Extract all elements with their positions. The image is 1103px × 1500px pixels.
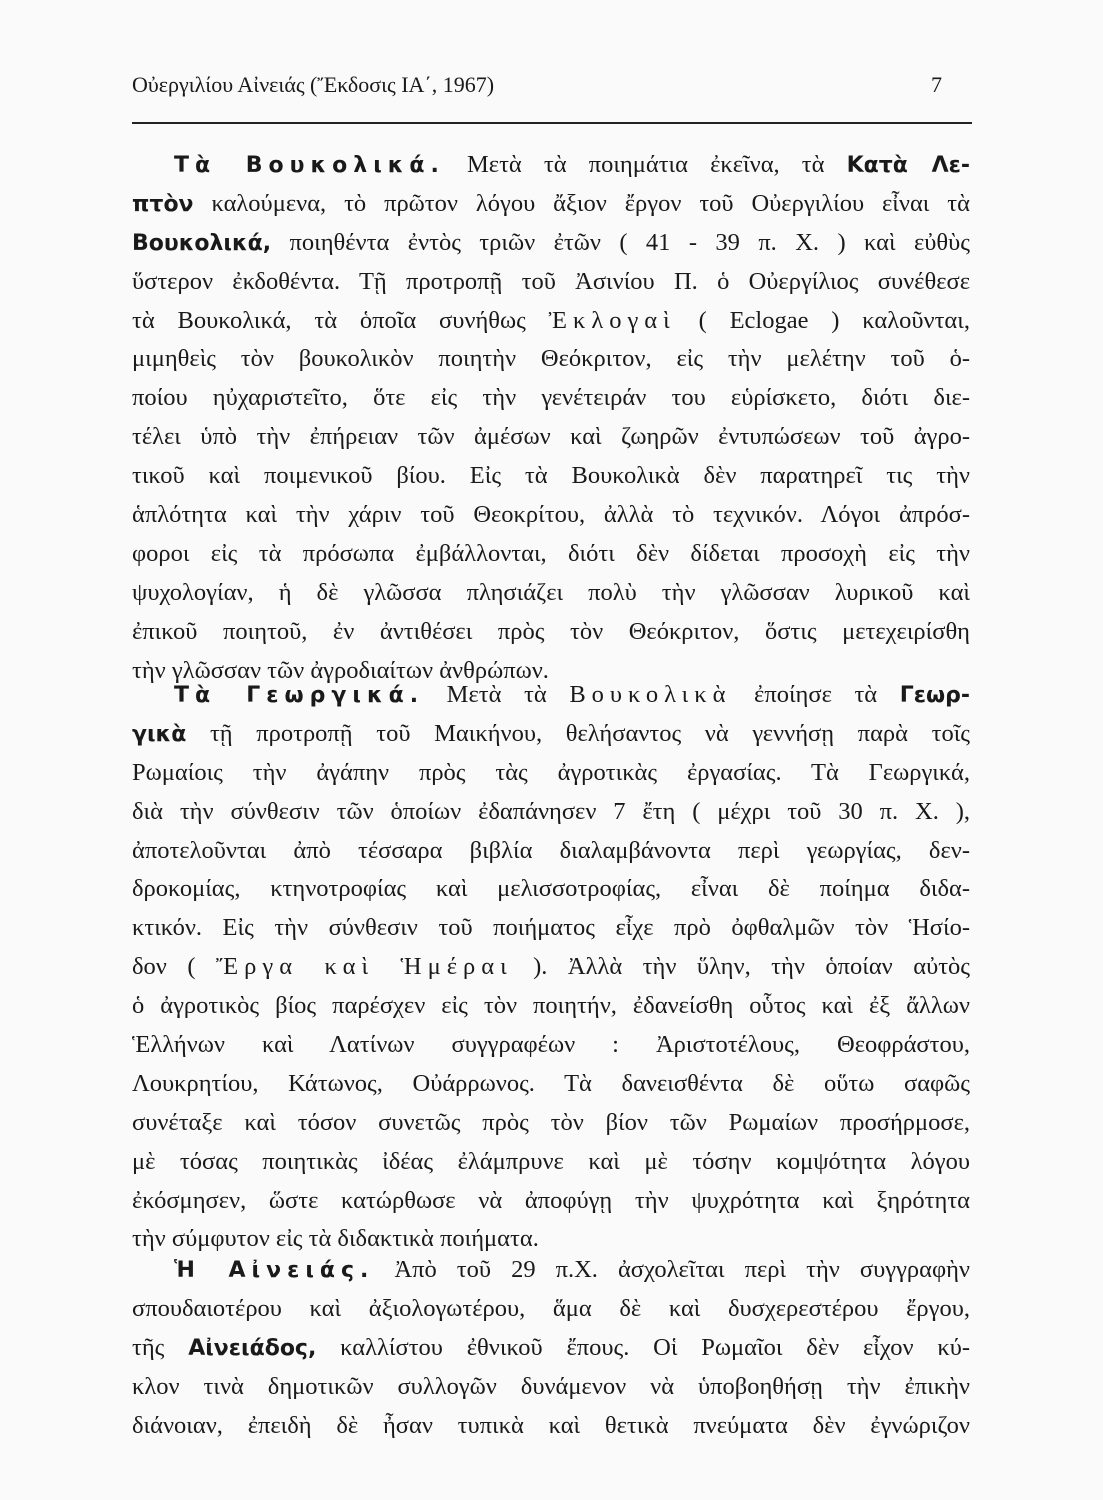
text-span: τὴν γλῶσσαν τῶν ἀγροδιαίτων ἀνθρώπων. (132, 656, 549, 684)
text-span: ). Ἀλλὰ τὴν ὕλην, τὴν ὁποίαν αὐτὸς (512, 953, 970, 981)
section-heading: Τὰ Γεωργικά. (174, 683, 425, 708)
text-span: μιμηθεὶς τὸν βουκολικὸν ποιητὴν Θεόκριτον, εἰς τὴν μελέτην τοῦ ὁ- (132, 345, 970, 373)
emphasized-text: γικὰ (132, 721, 187, 747)
text-line (132, 340, 970, 379)
text-span: Ἀπὸ τοῦ 29 π.Χ. ἀσχολεῖται περὶ τὴν συγγραφὴν (374, 1256, 970, 1283)
text-line (132, 1407, 970, 1446)
emphasized-text: Κατὰ Λε- (846, 153, 970, 178)
text-line (132, 1104, 970, 1143)
text-line (132, 263, 970, 302)
text-line (132, 379, 970, 418)
text-span: Μετὰ τὰ (424, 681, 570, 708)
text-span: ποιηθέντα ἐντὸς τριῶν ἐτῶν ( 41 - 39 π. Χ. ) καὶ εὐθὺς (271, 228, 970, 256)
text-line (132, 1251, 970, 1290)
text-line (132, 535, 970, 574)
emphasized-text: Γεωρ- (899, 683, 970, 708)
text-span: τὴν σύμφυτον εἰς τὰ διδακτικὰ ποιήματα. (132, 1225, 539, 1253)
text-line (132, 146, 970, 185)
text-line (132, 987, 970, 1026)
text-line (132, 1026, 970, 1065)
text-span: ὕστερον ἐκδοθέντα. Τῇ προτροπῇ τοῦ Ἀσινίου Π. ὁ Οὐεργίλιος συνέθεσε (132, 267, 970, 295)
text-span: τὰ Βουκολικά, τὰ ὁποῖα συνήθως (132, 306, 549, 334)
text-span: σπουδαιοτέρου καὶ ἀξιολογωτέρου, ἅμα δὲ καὶ δυσχερεστέρου ἔργου, (132, 1294, 970, 1322)
text-line (132, 1329, 970, 1368)
header-rule (132, 122, 972, 124)
emphasized-text: Ἐκλογαὶ (548, 306, 676, 334)
paragraph-boukolika (132, 146, 970, 690)
text-line (132, 302, 970, 341)
text-span: ψυχολογίαν, ἡ δὲ γλῶσσα πλησιάζει πολὺ τὴν γλῶσσαν λυρικοῦ καὶ (132, 578, 970, 606)
text-line (132, 613, 970, 652)
text-span: ἐκόσμησεν, ὥστε κατώρθωσε νὰ ἀποφύγῃ τὴν ψυχρότητα καὶ ξηρότητα (132, 1186, 970, 1214)
text-span: τῇ προτροπῇ τοῦ Μαικήνου, θελήσαντος νὰ γεννήσῃ παρὰ τοῖς (186, 719, 970, 747)
text-span: Μετὰ τὰ ποιημάτια ἐκεῖνα, τὰ (444, 151, 847, 178)
text-span: καλλίστου ἐθνικοῦ ἔπους. Οἱ Ρωμαῖοι δὲν εἶχον κύ- (316, 1333, 970, 1361)
text-line (132, 754, 970, 793)
text-span: τικοῦ καὶ ποιμενικοῦ βίου. Εἰς τὰ Βουκολικὰ δὲν παρατηρεῖ τις τὴν (132, 462, 970, 490)
section-heading: Τὰ Βουκολικά. (174, 153, 445, 178)
text-line (132, 1182, 970, 1221)
paragraph-aeneid (132, 1251, 970, 1445)
text-span: ὁ ἀγροτικὸς βίος παρέσχεν εἰς τὸν ποιητήν, ἐδανείσθη οὗτος καὶ ἐξ ἄλλων (132, 992, 970, 1020)
text-line (132, 1065, 970, 1104)
text-span: δροκομίας, κτηνοτροφίας καὶ μελισσοτροφίας, εἶναι δὲ ποίημα διδα- (132, 875, 970, 903)
text-span: δον ( (132, 953, 216, 981)
page-number: 7 (931, 72, 942, 97)
text-span: ἐποίησε τὰ (731, 681, 900, 708)
emphasized-text: Αἰνειάδος, (188, 1335, 317, 1361)
text-span: συνέταξε καὶ τόσον συνετῶς πρὸς τὸν βίον τῶν Ρωμαίων προσήρμοσε, (132, 1108, 970, 1136)
emphasized-text: Βουκολικὰ (569, 681, 732, 708)
text-span: ἁπλότητα καὶ τὴν χάριν τοῦ Θεοκρίτου, ἀλλὰ τὸ τεχνικόν. Λόγοι ἀπρόσ- (132, 501, 970, 529)
text-span: καλούμενα, τὸ πρῶτον λόγου ἄξιον ἔργον τοῦ Οὐεργιλίου εἶναι τὰ (193, 189, 970, 217)
text-span: φοροι εἰς τὰ πρόσωπα ἐμβάλλονται, διότι δὲν δίδεται προσοχὴ εἰς τὴν (132, 539, 970, 567)
text-line (132, 574, 970, 613)
emphasized-text: Βουκολικά, (132, 230, 272, 256)
running-header (132, 72, 972, 106)
text-line (132, 909, 970, 948)
text-span: διάνοιαν, ἐπειδὴ δὲ ἦσαν τυπικὰ καὶ θετικὰ πνεύματα δὲν ἐγνώριζον (132, 1411, 970, 1439)
text-span: τέλει ὑπὸ τὴν ἐπήρειαν τῶν ἀμέσων καὶ ζωηρῶν ἐντυπώσεων τοῦ ἀγρο- (132, 423, 970, 451)
text-span: κτικόν. Εἰς τὴν σύνθεσιν τοῦ ποιήματος εἶχε πρὸ ὀφθαλμῶν τὸν Ἡσίο- (132, 914, 970, 942)
text-line (132, 948, 970, 987)
text-span: κλον τινὰ δημοτικῶν συλλογῶν δυνάμενον νὰ ὑποβοηθήσῃ τὴν ἐπικὴν (132, 1372, 970, 1400)
text-span: Λουκρητίου, Κάτωνος, Οὐάρρωνος. Τὰ δανεισθέντα δὲ οὕτω σαφῶς (132, 1069, 970, 1097)
text-line (132, 185, 970, 224)
section-heading: Ἡ Αἰνειάς. (174, 1258, 375, 1283)
emphasized-text: πτὸν (132, 191, 194, 217)
text-span: ποίου ηὐχαριστεῖτο, ὅτε εἰς τὴν γενέτειράν του εὑρίσκετο, διότι διε- (132, 384, 970, 412)
text-span: ἀποτελοῦνται ἀπὸ τέσσαρα βιβλία διαλαμβάνοντα περὶ γεωργίας, δεν- (132, 836, 970, 864)
text-line (132, 418, 970, 457)
text-line (132, 457, 970, 496)
text-line (132, 793, 970, 832)
emphasized-text: Ἔργα καὶ Ἡμέραι (215, 953, 513, 981)
text-span: μὲ τόσας ποιητικὰς ἰδέας ἐλάμπρυνε καὶ μὲ τόσην κομψότητα λόγου (132, 1147, 970, 1175)
text-line (132, 676, 970, 715)
text-line (132, 832, 970, 871)
text-span: τῆς (132, 1333, 189, 1361)
text-line (132, 870, 970, 909)
text-line (132, 224, 970, 263)
text-span: ἐπικοῦ ποιητοῦ, ἐν ἀντιθέσει πρὸς τὸν Θεόκριτον, ὅστις μετεχειρίσθη (132, 617, 970, 645)
text-line (132, 496, 970, 535)
text-span: διὰ τὴν σύνθεσιν τῶν ὁποίων ἐδαπάνησεν 7 ἔτη ( μέχρι τοῦ 30 π. Χ. ), (132, 797, 970, 825)
text-line (132, 1368, 970, 1407)
running-title: Οὐεργιλίου Αἰνειάς (Ἔκδοσις ΙΑ΄, 1967) (132, 72, 495, 97)
text-span: ( Eclogae ) καλοῦνται, (675, 306, 970, 334)
text-line (132, 1290, 970, 1329)
text-span: Ἑλλήνων καὶ Λατίνων συγγραφέων : Ἀριστοτέλους, Θεοφράστου, (132, 1031, 970, 1059)
text-line (132, 1143, 970, 1182)
paragraph-georgika (132, 676, 970, 1259)
text-span: Ρωμαίοις τὴν ἀγάπην πρὸς τὰς ἀγροτικὰς ἐργασίας. Τὰ Γεωργικά, (132, 758, 970, 786)
text-line (132, 715, 970, 754)
